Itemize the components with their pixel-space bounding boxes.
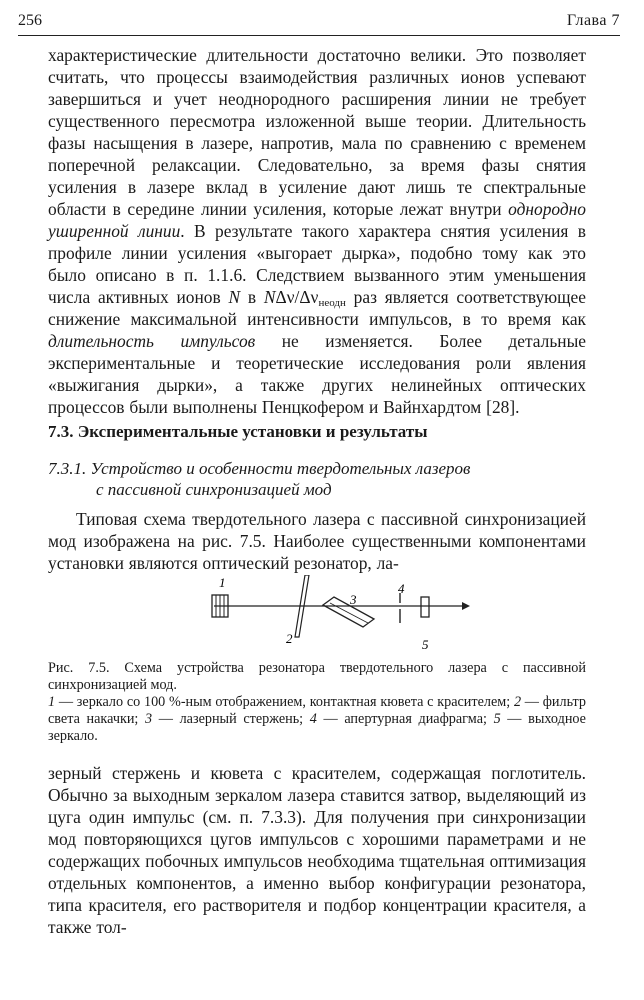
legend-text: — выходное зеркало.	[48, 711, 586, 744]
chapter-label: Глава 7	[566, 12, 620, 29]
linewidth-ratio: Δν/Δν	[275, 287, 319, 307]
p1-italic-b: длительность импульсов	[48, 331, 256, 351]
subsection-title	[48, 458, 470, 500]
p1-text-e: не изменяется. Более детальные экспериментальные и теоретические исследования роли явления «выжигания дырки», а также других нелинейных оптических процессов были выполнены Пенцкофером и Вайнхардтом [28].	[48, 331, 586, 417]
p1-italic-a: однородно уширенной линии	[48, 199, 586, 241]
ratio-subscript: неодн	[318, 297, 346, 309]
running-header	[18, 10, 620, 34]
p1-text-c: в	[240, 287, 264, 307]
output-mirror	[421, 597, 429, 617]
caption-legend	[48, 694, 586, 745]
p1-text-b: . В результате такого характера снятия усиления в профиле линии усиления «выгорает дырка», подобно тому как это было описано в п. 1.1.6. Следствием вызванного этим уменьшения числа активных ионов	[48, 221, 586, 307]
section-title: 7.3. Экспериментальные установки и результаты	[48, 422, 428, 441]
paragraph-1	[48, 44, 586, 418]
figure-caption	[48, 660, 586, 745]
p1-text-d: раз является соответствующее снижение максимальной интенсивности импульсов, в то время как	[48, 287, 586, 329]
legend-text: — апертурная диафрагма;	[316, 711, 494, 727]
figure-label-5: 5	[422, 637, 429, 652]
legend-text: — зеркало со 100 %-ным отображением, контактная кювета с красителем;	[55, 694, 514, 710]
legend-text: — лазерный стержень;	[152, 711, 310, 727]
legend-text: — фильтр света накачки;	[48, 694, 586, 727]
paragraph-3: зерный стержень и кювета с красителем, содержащая поглотитель. Обычно за выходным зеркалом лазера ставится затвор, выделяющий из цуга один импульс (см. п. 7.3.3). Для получения при синхронизации мод повторяющихся цугов импульсов с хорошими параметрами и не содержащих побочных импульсов необходима тщательная оптимизация отдельных компонентов, а именно выбор конфигурации резонатора, типа красителя, его растворителя и подбор концентрации красителя, а также тол-	[48, 763, 586, 937]
page-number: 256	[18, 12, 42, 29]
paragraph-2: Типовая схема твердотельного лазера с пассивной синхронизацией мод изображена на рис. 7.5. Наиболее существенными компонентами установки являются оптический резонатор, ла-	[48, 509, 586, 573]
header-rule	[18, 35, 620, 36]
legend-num: 4	[309, 711, 317, 727]
caption-lead: Рис. 7.5. Схема устройства резонатора твердотельного лазера с пассивной синхронизацией мод.	[48, 660, 586, 693]
legend-num: 3	[145, 711, 153, 727]
figure-label-1: 1	[219, 575, 226, 590]
subsection-title-line2: с пассивной синхронизацией мод	[96, 480, 332, 499]
legend-num: 5	[493, 711, 501, 727]
symbol-n: N	[263, 287, 276, 307]
subsection-title-line1: 7.3.1. Устройство и особенности твердотельных лазеров	[48, 459, 471, 478]
legend-num: 1	[48, 694, 56, 710]
resonator-diagram	[200, 575, 480, 655]
figure-label-2: 2	[286, 631, 293, 646]
laser-rod	[323, 597, 374, 627]
figure-label-3: 3	[350, 592, 357, 607]
output-arrow	[462, 602, 470, 610]
p1-text-a: характеристические длительности достаточно велики. Это позволяет считать, что процессы взаимодействия различных ионов успевают завершиться и учет неоднородного расширения линии не требует существенного пересмотра изложенной выше теории. Длительность фазы насыщения в лазере, напротив, мала по сравнению с временем поперечной релаксации. Следовательно, за время фазы снятия усиления в лазере вклад в усиление дают лишь те спектральные области в середине линии усиления, которые лежат внутри	[48, 45, 586, 219]
figure-label-4: 4	[398, 581, 405, 596]
legend-num: 2	[513, 694, 522, 710]
symbol-n: N	[228, 287, 241, 307]
